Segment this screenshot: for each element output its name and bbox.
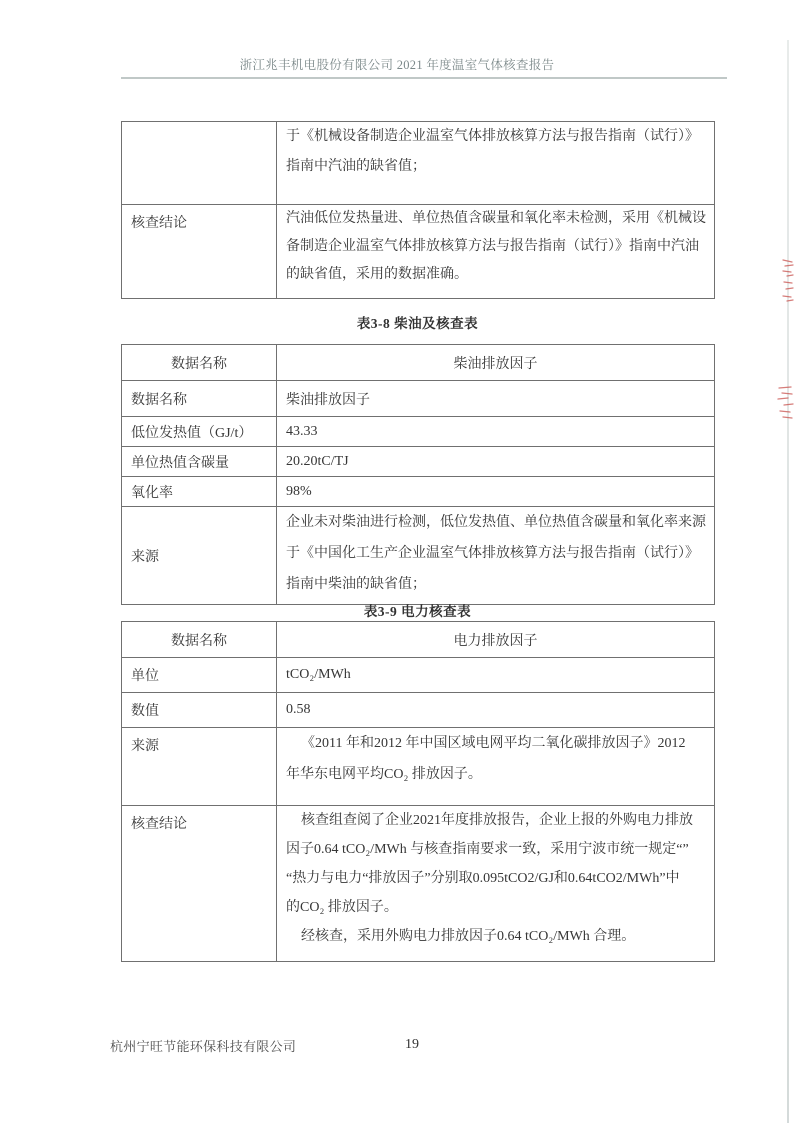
table-row [122,122,715,205]
table-3-9-title: 表3-9 电力核查表 [363,604,472,619]
cell-value: 20.20tC/TJ [277,447,715,477]
cell-conclusion-text [277,806,715,962]
header-cell-factor: 柴油排放因子 [277,345,715,381]
text-line: 因子0.64 tCO₂/MWh 与核查指南要求一致，采用宁波市统一规定“” [286,842,689,857]
diesel-verification-table [121,344,715,605]
cell-continuation-text [277,122,715,205]
page-number: 19 [405,1037,419,1052]
page-header-title: 浙江兆丰机电股份有限公司 2021 年度温室气体核查报告 [239,58,555,72]
text-line: 于《机械设备制造企业温室气体排放核算方法与报告指南（试行）》 [286,129,699,144]
table-row [122,693,715,728]
cell-value: 0.58 [277,693,715,728]
table-header-row [122,622,715,658]
cell-label: 数据名称 [122,381,277,417]
table-row [122,658,715,693]
table-header-row [122,345,715,381]
cell-conclusion-text [277,205,715,299]
scan-page-edge-line [787,40,789,1123]
cell-label-conclusion: 核查结论 [122,205,277,299]
cell-value: 98% [277,477,715,507]
cell-value: tCO₂/MWh [277,658,715,693]
text-line: 于《中国化工生产企业温室气体排放核算方法与报告指南（试行）》 [286,546,699,561]
text-line: 备制造企业温室气体排放核算方法与报告指南（试行）》指南中汽油 [286,239,699,254]
header-cell-factor: 电力排放因子 [277,622,715,658]
cell-label: 低位发热值（GJ/t） [122,417,277,447]
cell-value: 43.33 [277,417,715,447]
table-row [122,806,715,962]
table-row [122,417,715,447]
footer-company-name: 杭州宁旺节能环保科技有限公司 [110,1039,297,1054]
table-row [122,447,715,477]
gasoline-verification-table [121,121,715,299]
cell-value: 柴油排放因子 [277,381,715,417]
cell-label-conclusion: 核查结论 [122,806,277,962]
table-row [122,477,715,507]
header-divider [121,77,727,79]
cell-label: 单位 [122,658,277,693]
text-line: 指南中柴油的缺省值； [286,577,426,592]
cell-label-source: 来源 [122,728,277,806]
header-cell-data-name: 数据名称 [122,622,277,658]
table-row [122,205,715,299]
text-line: 的CO₂ 排放因子。 [286,900,398,915]
cell-label-source: 来源 [122,507,277,605]
table-row [122,507,715,605]
text-line: 汽油低位发热量进、单位热值含碳量和氧化率未检测，采用《机械设 [286,211,706,226]
table-row [122,728,715,806]
text-line: “热力与电力“排放因子”分别取0.095tCO2/GJ和0.64tCO2/MWh”中 [286,871,680,886]
cell-label: 单位热值含碳量 [122,447,277,477]
table-3-8-title: 表3-8 柴油及核查表 [356,316,479,331]
cell-label: 氧化率 [122,477,277,507]
text-line: 的缺省值，采用的数据准确。 [286,267,468,282]
cell-label: 数值 [122,693,277,728]
text-line: 核查组查阅了企业2021年度排放报告，企业上报的外购电力排放 [301,813,693,828]
cell-label-empty [122,122,277,205]
red-stamp-fragment-icon [781,256,794,309]
text-line: 经核查，采用外购电力排放因子0.64 tCO₂/MWh 合理。 [301,929,636,944]
electricity-verification-table [121,621,715,962]
text-line: 《2011 年和2012 年中国区域电网平均二氧化碳排放因子》2012 [301,736,686,751]
text-line: 年华东电网平均CO₂ 排放因子。 [286,767,482,782]
header-cell-data-name: 数据名称 [122,345,277,381]
cell-source-text [277,728,715,806]
cell-source-text [277,507,715,605]
text-line: 企业未对柴油进行检测，低位发热值、单位热值含碳量和氧化率来源 [286,515,706,530]
text-line: 指南中汽油的缺省值； [286,159,426,174]
red-stamp-fragment-icon [776,384,794,427]
table-row [122,381,715,417]
